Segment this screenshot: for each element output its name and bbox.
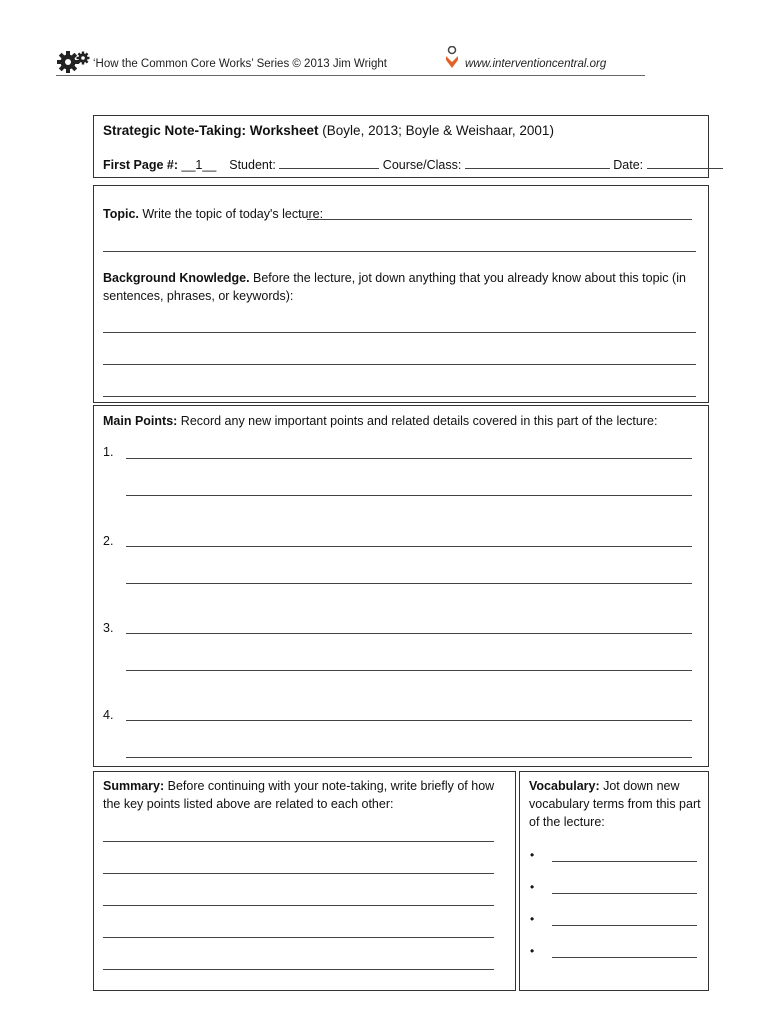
summary-field-line-3[interactable] (103, 905, 494, 906)
background-field-line-1[interactable] (103, 332, 696, 333)
background-instruction: Before the lecture, jot down anything that you already know about this topic (in sentences, phrases, or keywords): (103, 271, 686, 303)
vocabulary-bullet: • (530, 880, 535, 894)
person-logo-icon (443, 46, 461, 70)
point-3-line-2[interactable] (126, 670, 692, 671)
point-number: 2. (103, 534, 114, 548)
vocabulary-bullet: • (530, 944, 535, 958)
worksheet-title-citation: (Boyle, 2013; Boyle & Weishaar, 2001) (318, 123, 554, 138)
point-4-line-2[interactable] (126, 757, 692, 758)
student-label: Student: (229, 158, 276, 172)
first-page-label: First Page #: (103, 158, 179, 172)
worksheet-title-bold: Strategic Note-Taking: Worksheet (103, 123, 319, 138)
vocabulary-label: Vocabulary: (529, 779, 600, 793)
point-number: 4. (103, 708, 114, 722)
background-label: Background Knowledge. (103, 271, 250, 285)
date-field[interactable] (647, 157, 723, 169)
point-2-line-2[interactable] (126, 583, 692, 584)
background-field-line-3[interactable] (103, 396, 696, 397)
topic-label: Topic. (103, 207, 139, 221)
vocabulary-bullet: • (530, 848, 535, 862)
topic-field-line-2[interactable] (103, 251, 696, 252)
gears-icon (56, 50, 92, 74)
date-label: Date: (613, 158, 644, 172)
main-points-instruction: Record any new important points and related details covered in this part of the lecture: (177, 414, 658, 428)
topic-field-line-1[interactable] (307, 219, 692, 220)
vocabulary-prompt (529, 777, 704, 831)
topic-instruction: Write the topic of today's lecture: (138, 207, 324, 221)
background-prompt (103, 269, 699, 305)
main-points-box (93, 405, 709, 767)
summary-instruction: Before continuing with your note-taking, write briefly of how the key points listed above are related to each other: (103, 779, 495, 811)
summary-field-line-2[interactable] (103, 873, 494, 874)
website-url: www.interventioncentral.org (465, 58, 607, 70)
vocabulary-instruction: Jot down new vocabulary terms from this part of the lecture: (529, 779, 701, 829)
point-1-line-1[interactable] (126, 458, 692, 459)
worksheet-info-row (103, 156, 723, 174)
series-credit: ‘How the Common Core Works’ Series © 2013 Jim Wright (93, 58, 387, 70)
point-2-line-1[interactable] (126, 546, 692, 547)
point-3-line-1[interactable] (126, 633, 692, 634)
point-number: 1. (103, 445, 114, 459)
vocabulary-term-line-2[interactable] (552, 893, 697, 894)
vocabulary-term-line-3[interactable] (552, 925, 697, 926)
point-4-line-1[interactable] (126, 720, 692, 721)
header-divider (56, 75, 645, 76)
background-field-line-2[interactable] (103, 364, 696, 365)
main-points-label: Main Points: (103, 414, 178, 428)
first-page-value: __1__ (181, 158, 217, 172)
summary-field-line-1[interactable] (103, 841, 494, 842)
vocabulary-term-line-4[interactable] (552, 957, 697, 958)
main-points-prompt (103, 412, 657, 430)
summary-label: Summary: (103, 779, 165, 793)
vocabulary-bullet: • (530, 912, 535, 926)
point-number: 3. (103, 621, 114, 635)
summary-prompt (103, 777, 508, 813)
course-label: Course/Class: (382, 158, 462, 172)
summary-field-line-5[interactable] (103, 969, 494, 970)
student-field[interactable] (279, 157, 379, 169)
worksheet-title (103, 122, 554, 140)
course-field[interactable] (465, 157, 610, 169)
summary-field-line-4[interactable] (103, 937, 494, 938)
topic-prompt (103, 205, 323, 223)
vocabulary-term-line-1[interactable] (552, 861, 697, 862)
point-1-line-2[interactable] (126, 495, 692, 496)
